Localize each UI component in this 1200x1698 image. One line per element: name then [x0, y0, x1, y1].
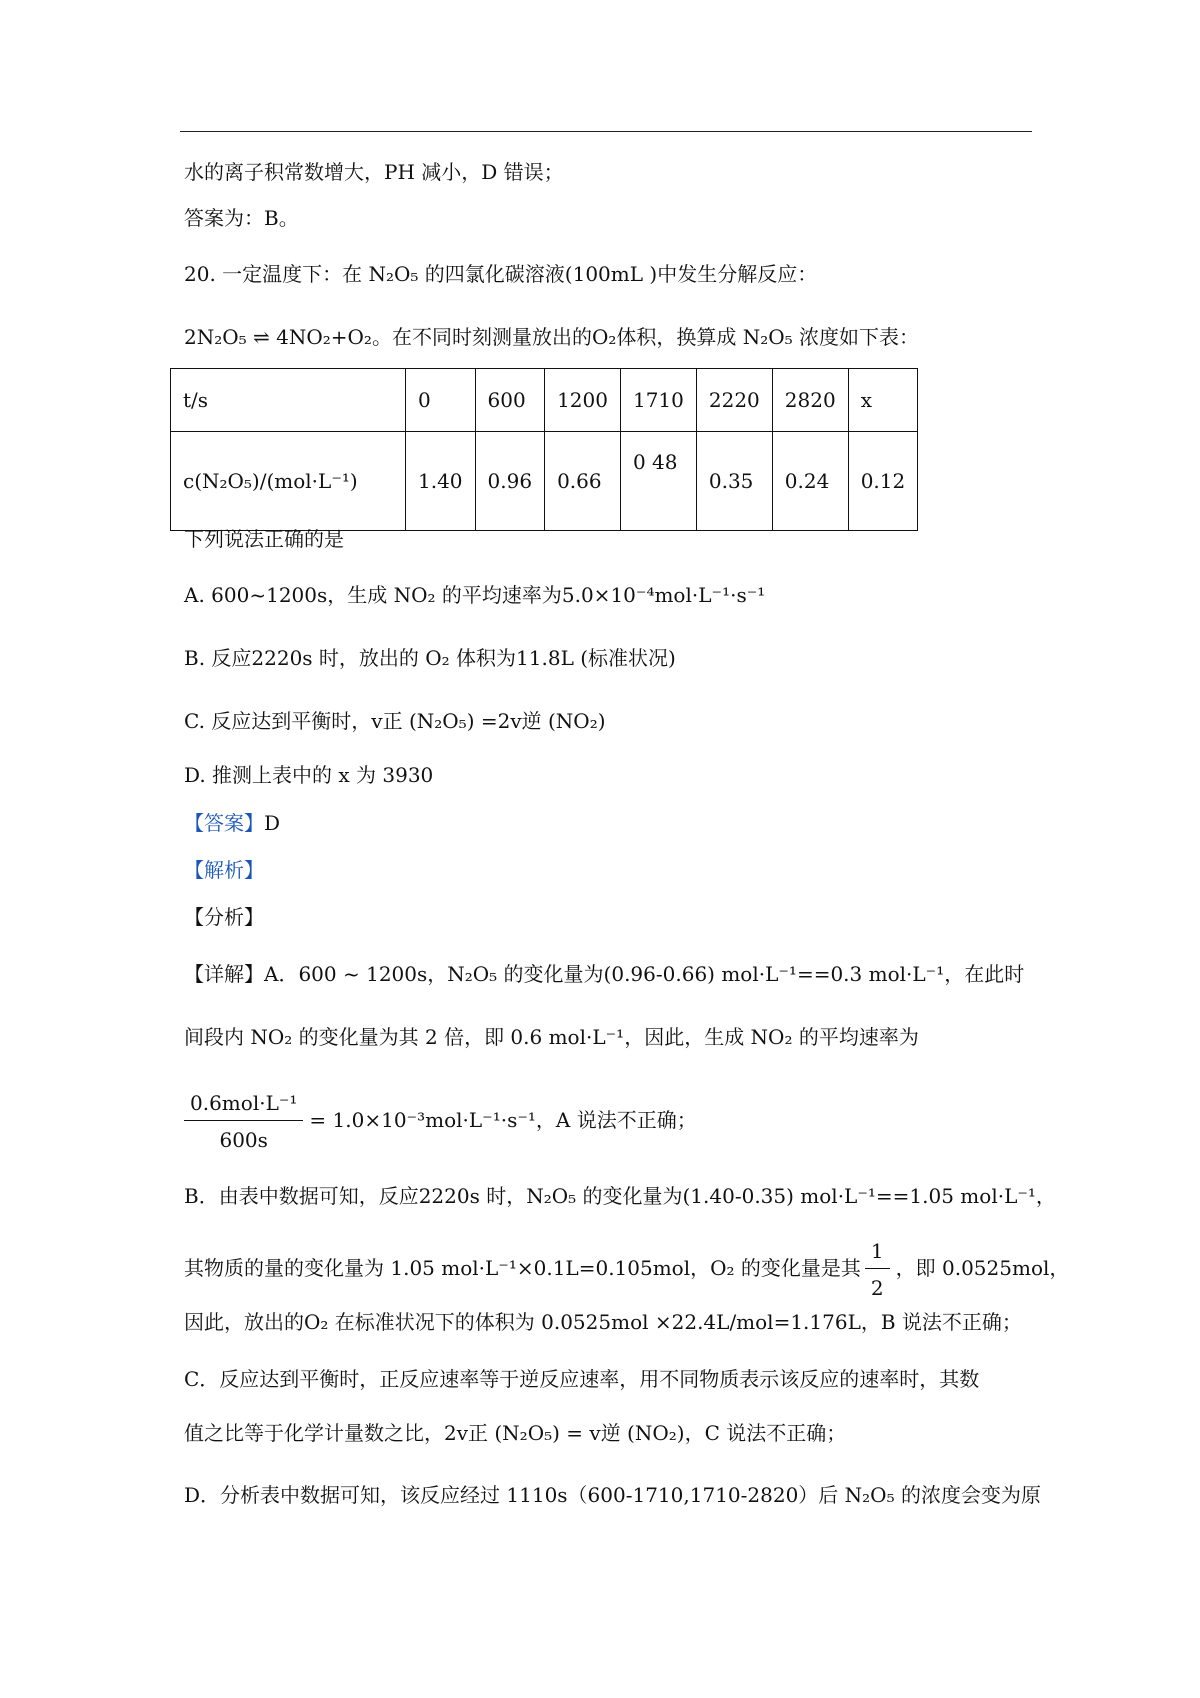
detail-text: 其物质的量的变化量为 1.05 mol·L⁻¹×0.1L=0.105mol，O₂ 的变化量是其 — [184, 1256, 861, 1280]
table-cell: 0.12 — [848, 432, 918, 531]
concentration-table — [170, 368, 918, 531]
text-line: 水的离子积常数增大，PH 减小，D 错误； — [184, 160, 564, 184]
detail-line: 【详解】A．600 ~ 1200s，N₂O₅ 的变化量为(0.96-0.66) mol·L⁻¹==0.3 mol·L⁻¹，在此时 — [184, 962, 1025, 986]
header-rule — [180, 131, 1032, 132]
table-cell: 1.40 — [406, 432, 476, 531]
detail-fraction-line — [184, 1088, 697, 1155]
fraction — [184, 1088, 303, 1155]
question-title: 20. 一定温度下：在 N₂O₅ 的四氯化碳溶液(100mL )中发生分解反应： — [184, 262, 818, 286]
table-cell: 1200 — [545, 369, 621, 432]
detail-line: D．分析表中数据可知，该反应经过 1110s（600-1710,1710-2820）后 N₂O₅ 的浓度会变为原 — [184, 1483, 1041, 1507]
detail-line — [184, 1236, 1069, 1303]
table-header-cell: t/s — [171, 369, 406, 432]
table-cell: 0.96 — [475, 432, 545, 531]
table-cell: 0 — [406, 369, 476, 432]
table-cell: 2220 — [696, 369, 772, 432]
detail-text: = 1.0×10⁻³mol·L⁻¹·s⁻¹，A 说法不正确； — [309, 1108, 697, 1132]
answer-value: D — [264, 811, 281, 835]
table-header-cell: c(N₂O₅)/(mol·L⁻¹) — [171, 432, 406, 531]
answer-line — [184, 810, 280, 836]
answer-label: 【答案】 — [184, 811, 264, 835]
fraction-half — [865, 1236, 890, 1303]
question-reaction: 2N₂O₅ ⇌ 4NO₂+O₂。在不同时刻测量放出的O₂体积，换算成 N₂O₅ 浓度如下表： — [184, 325, 919, 349]
option-a: A. 600~1200s，生成 NO₂ 的平均速率为5.0×10⁻⁴mol·L⁻¹·s⁻¹ — [184, 583, 766, 607]
detail-text: ，即 0.0525mol， — [895, 1256, 1070, 1280]
detail-line: 值之比等于化学计量数之比，2v正 (N₂O₅) = v逆 (NO₂)，C 说法不正确； — [184, 1421, 847, 1445]
option-d: D. 推测上表中的 x 为 3930 — [184, 763, 434, 787]
detail-line: B．由表中数据可知，反应2220s 时，N₂O₅ 的变化量为(1.40-0.35) mol·L⁻¹==1.05 mol·L⁻¹， — [184, 1184, 1056, 1208]
option-b: B. 反应2220s 时，放出的 O₂ 体积为11.8L (标准状况) — [184, 646, 676, 670]
fraction-numerator: 0.6mol·L⁻¹ — [184, 1088, 303, 1121]
table-cell: 600 — [475, 369, 545, 432]
table-cell: 0.35 — [696, 432, 772, 531]
text-line: 答案为：B。 — [184, 206, 299, 230]
analysis-label: 【解析】 — [184, 858, 264, 882]
table-cell: 1710 — [620, 369, 696, 432]
table-cell: 0.66 — [545, 432, 621, 531]
detail-line: C．反应达到平衡时，正反应速率等于逆反应速率，用不同物质表示该反应的速率时，其数 — [184, 1367, 980, 1391]
table-cell: 0 48 — [620, 432, 696, 531]
fraction-numerator: 1 — [865, 1236, 890, 1269]
detail-line: 间段内 NO₂ 的变化量为其 2 倍，即 0.6 mol·L⁻¹，因此，生成 NO₂ 的平均速率为 — [184, 1025, 919, 1049]
table-cell: x — [848, 369, 918, 432]
analysis-subheading: 【分析】 — [184, 905, 264, 929]
option-c: C. 反应达到平衡时，v正 (N₂O₅) =2v逆 (NO₂) — [184, 709, 606, 733]
table-cell: 2820 — [772, 369, 848, 432]
fraction-denominator: 2 — [870, 1276, 884, 1300]
detail-line: 因此，放出的O₂ 在标准状况下的体积为 0.0525mol ×22.4L/mol=1.176L，B 说法不正确； — [184, 1310, 1022, 1334]
fraction-denominator: 600s — [219, 1128, 268, 1152]
question-prompt: 下列说法正确的是 — [184, 527, 344, 551]
table-cell: 0.24 — [772, 432, 848, 531]
table-row — [171, 432, 918, 531]
table-row — [171, 369, 918, 432]
